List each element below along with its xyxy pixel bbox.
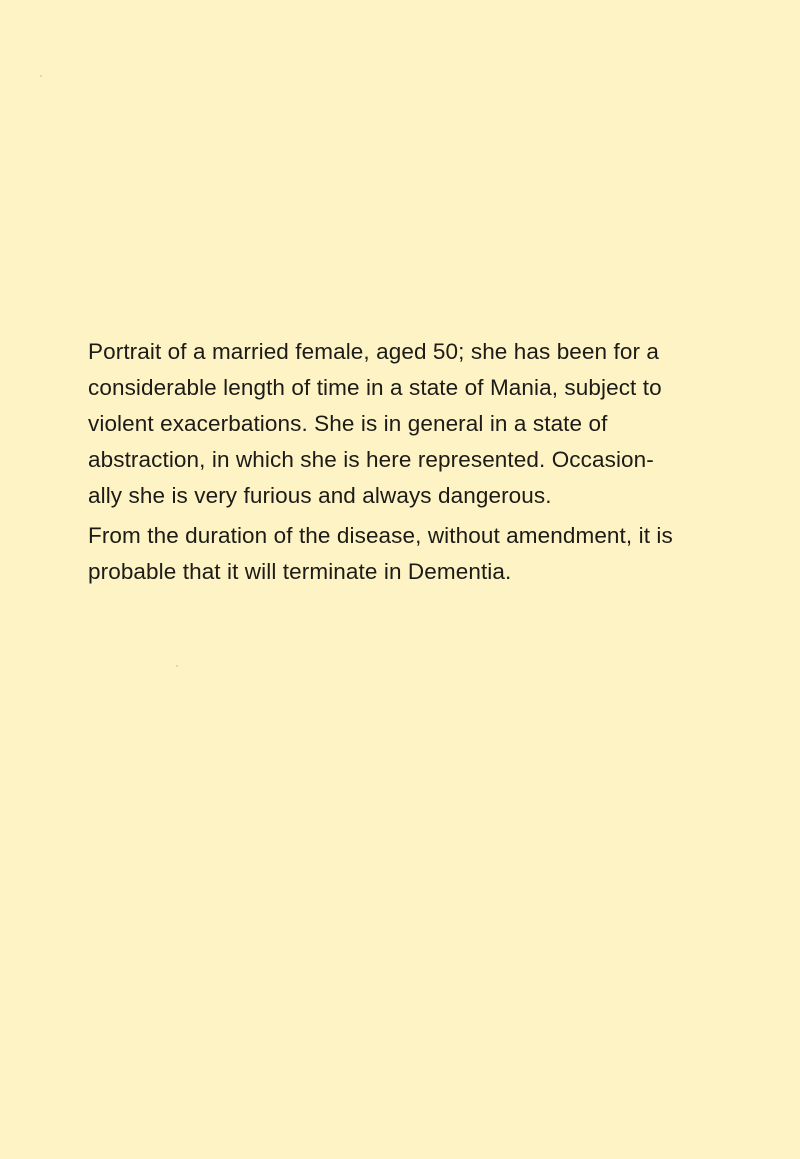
paper-speck [40,75,42,77]
paper-speck [176,665,178,667]
caption-line: considerable length of time in a state of Mania, subject to [88,375,662,400]
caption-line: ally she is very furious and always dangerous. [88,483,552,508]
caption-line: Portrait of a married female, aged 50; she has been for a [88,339,660,364]
caption-line: From the duration of the disease, without amendment, it is [88,523,673,548]
caption-line: violent exacerbations. She is in general in a state of [88,411,608,436]
caption-line: abstraction, in which she is here represented. Occasion- [88,447,654,472]
caption-paragraph-1 [88,334,688,514]
caption-paragraph-2 [88,518,688,590]
caption-line: probable that it will terminate in Dementia. [88,559,512,584]
caption-text [88,334,688,594]
